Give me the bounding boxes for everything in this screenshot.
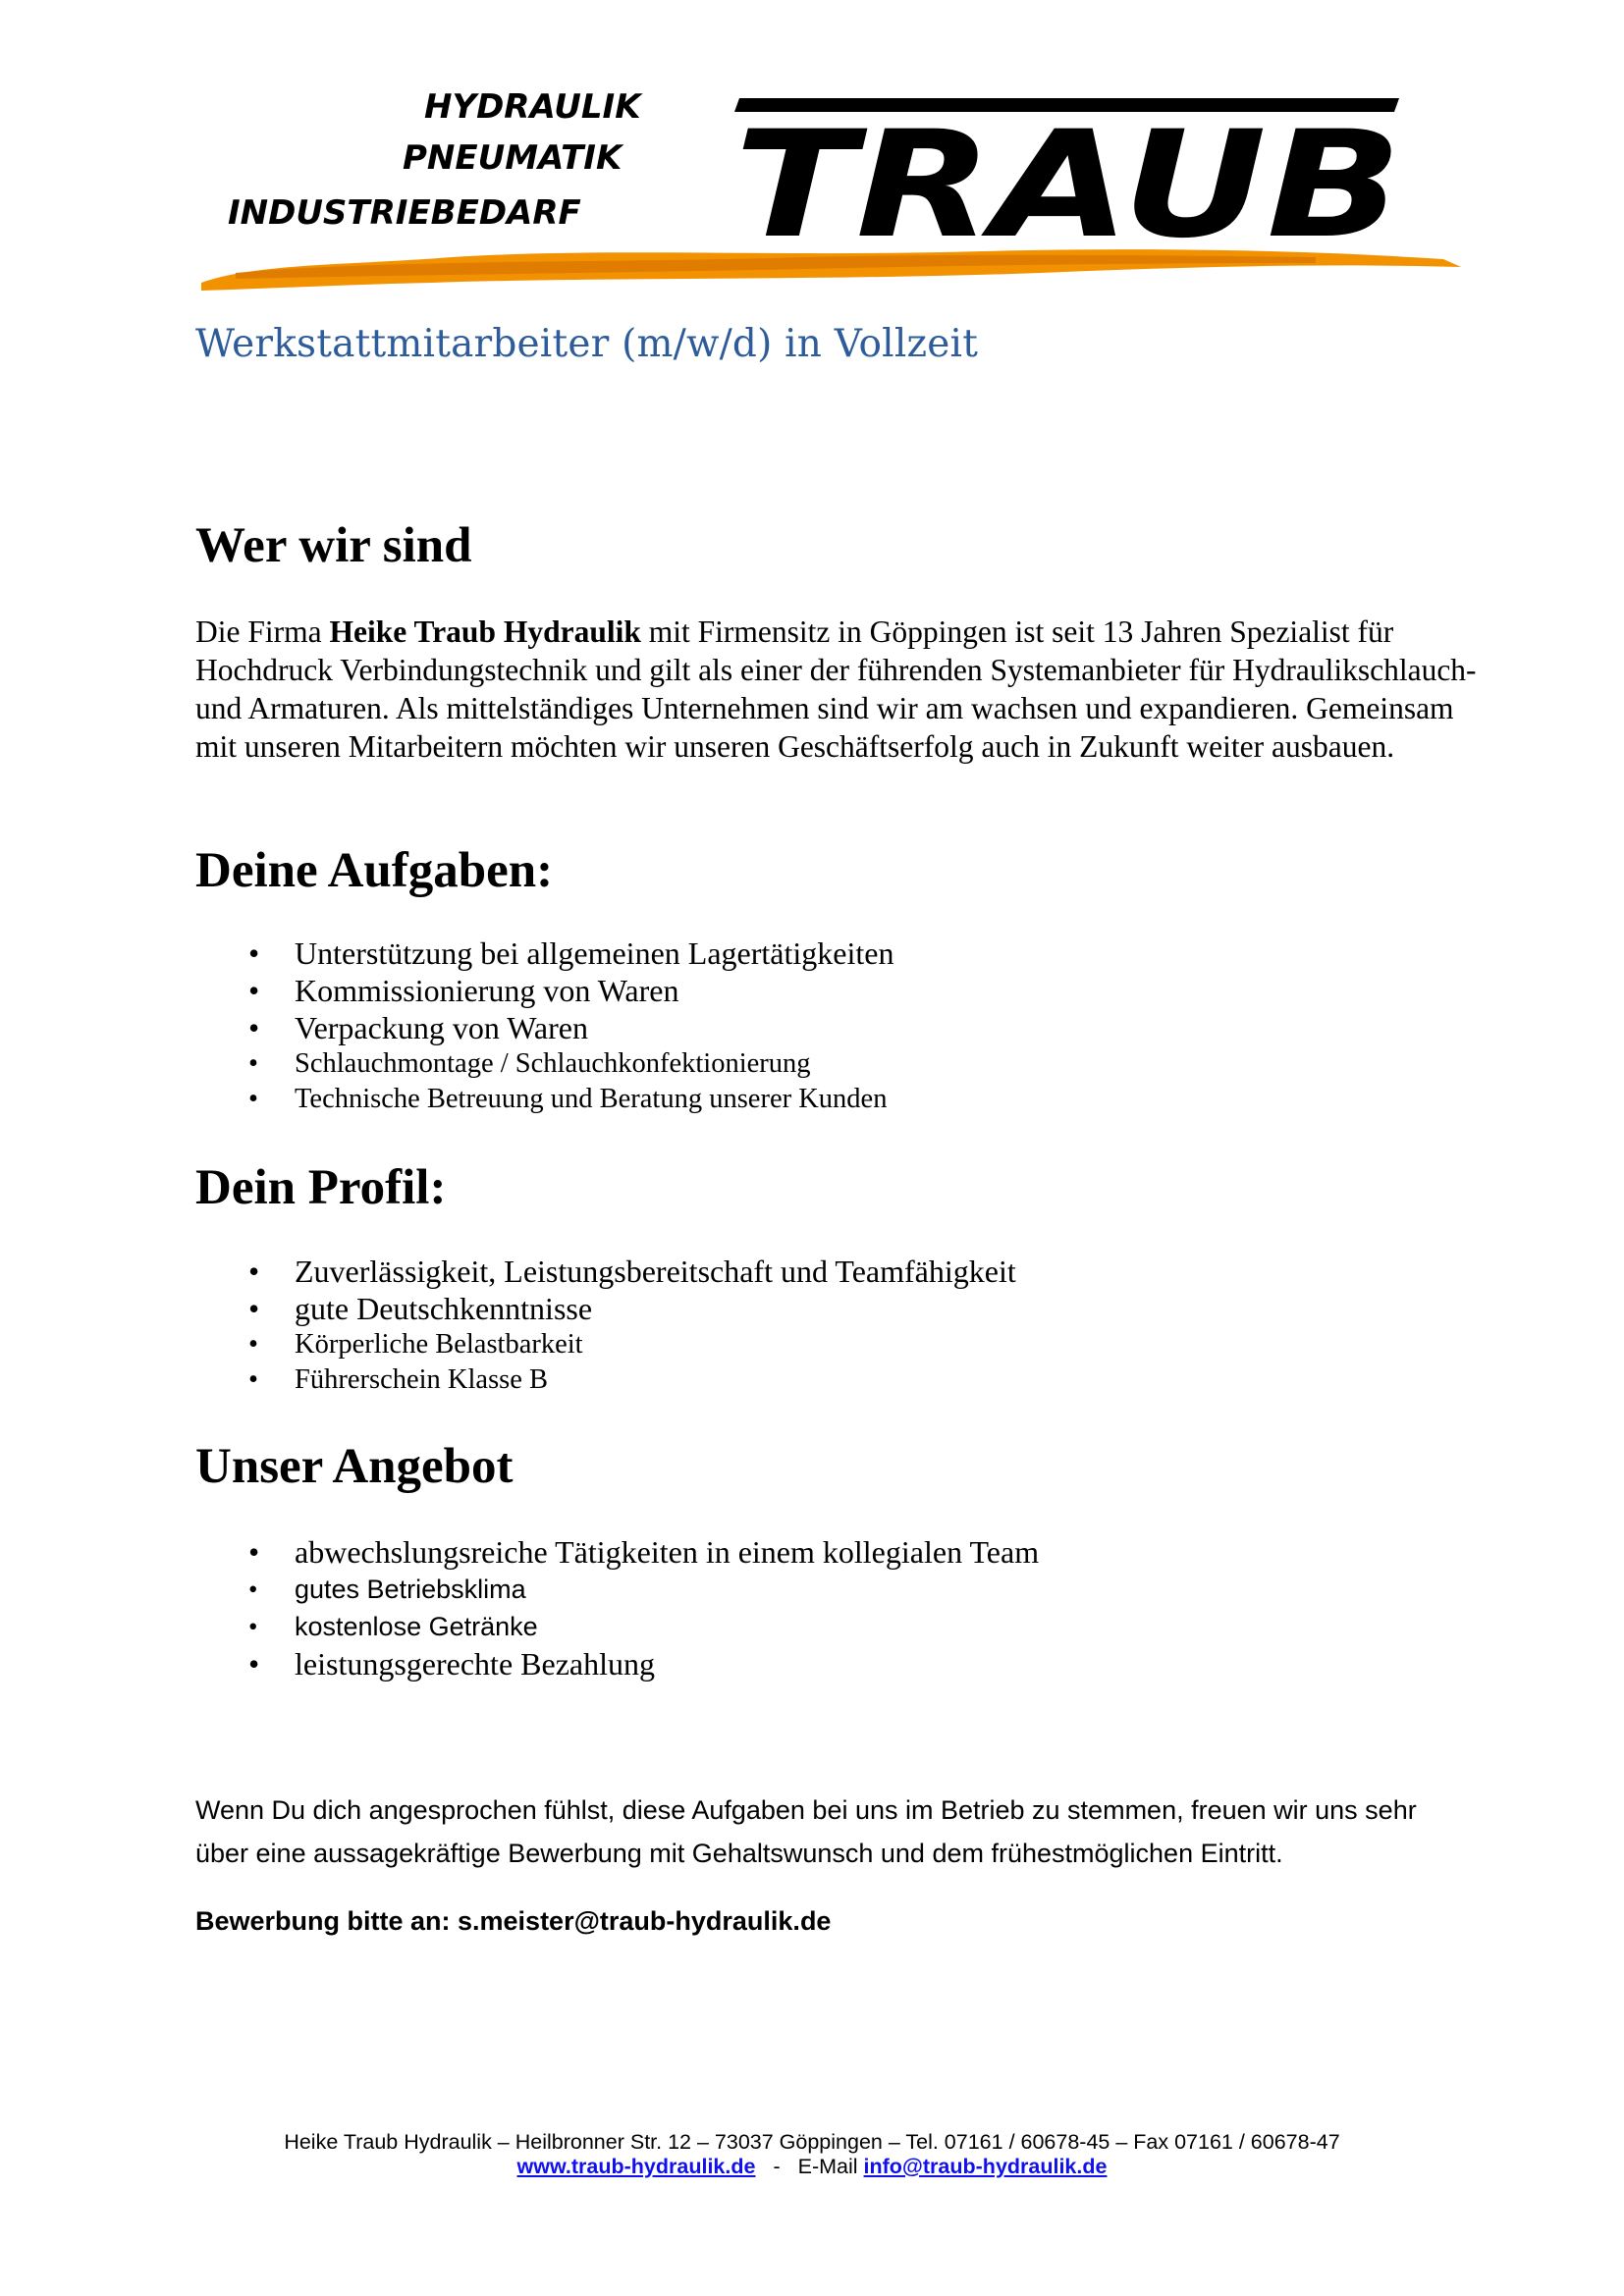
company-intro-paragraph xyxy=(195,613,1491,766)
closing-paragraph: Wenn Du dich angesprochen fühlst, diese Aufgaben bei uns im Betrieb zu stemmen, freuen wir uns sehr über eine aussagekräftige Bewerbung mit Gehaltswunsch und dem frühestmöglichen Eintritt. xyxy=(195,1795,1417,1868)
list-item: • leistungsgerechte Bezahlung xyxy=(195,1645,1039,1682)
list-item: • Körperliche Belastbarkeit xyxy=(195,1327,1016,1362)
website-link[interactable]: www.traub-hydraulik.de xyxy=(516,2155,756,2178)
email-link[interactable]: info@traub-hydraulik.de xyxy=(863,2155,1108,2178)
company-logo xyxy=(196,90,1463,298)
intro-company-name: Heike Traub Hydraulik xyxy=(329,614,641,649)
list-item: • kostenlose Getränke xyxy=(195,1608,1039,1645)
heading-wer-wir-sind: Wer wir sind xyxy=(195,518,472,573)
list-item: • gutes Betriebsklima xyxy=(195,1571,1039,1608)
application-contact: Bewerbung bitte an: s.meister@traub-hydraulik.de xyxy=(195,1906,832,1936)
email-label: E-Mail xyxy=(797,2155,858,2178)
list-item: • Schlauchmontage / Schlauchkonfektionierung xyxy=(195,1046,893,1082)
heading-deine-aufgaben: Deine Aufgaben: xyxy=(195,843,554,898)
logo-line-industriebedarf: INDUSTRIEBEDARF xyxy=(228,193,581,233)
list-item: • Kommissionierung von Waren xyxy=(195,972,893,1009)
intro-text-after: mit Firmensitz in Göppingen ist seit 13 Jahren Spezialist für Hochdruck Verbindungstechnik und gilt als einer der führenden Systemanbieter für Hydraulikschlauch- und Armaturen. Als mittelständiges Unternehmen sind wir am wachsen und expandieren. Gemeinsam mit unseren Mitarbeitern möchten wir unseren Geschäftserfolg auch in Zukunft weiter ausbauen. xyxy=(195,614,1477,764)
intro-text-before: Die Firma xyxy=(195,614,330,649)
footer-links xyxy=(0,2155,1624,2179)
job-title: Werkstattmitarbeiter (m/w/d) in Vollzeit xyxy=(195,322,979,366)
list-item: • Führerschein Klasse B xyxy=(195,1362,1016,1398)
list-item: • Zuverlässigkeit, Leistungsbereitschaft und Teamfähigkeit xyxy=(195,1253,1016,1290)
logo-brand-traub: TRAUB xyxy=(734,100,1402,271)
footer-address: Heike Traub Hydraulik – Heilbronner Str. 12 – 73037 Göppingen – Tel. 07161 / 60678-45 – Fax 07161 / 60678-47 xyxy=(284,2130,1340,2154)
tasks-list xyxy=(195,934,893,1117)
heading-dein-profil: Dein Profil: xyxy=(195,1160,447,1215)
logo-line-pneumatik: PNEUMATIK xyxy=(403,138,623,178)
profile-list xyxy=(195,1253,1016,1398)
list-item: • Unterstützung bei allgemeinen Lagertätigkeiten xyxy=(195,934,893,972)
offer-list xyxy=(195,1533,1039,1682)
logo-line-hydraulik: HYDRAULIK xyxy=(424,90,641,127)
heading-unser-angebot: Unser Angebot xyxy=(195,1439,514,1494)
list-item: • Technische Betreuung und Beratung unserer Kunden xyxy=(195,1082,893,1117)
list-item: • gute Deutschkenntnisse xyxy=(195,1290,1016,1327)
footer xyxy=(0,2130,1624,2179)
footer-separator: - xyxy=(773,2155,781,2178)
list-item: • abwechslungsreiche Tätigkeiten in einem kollegialen Team xyxy=(195,1533,1039,1571)
list-item: • Verpackung von Waren xyxy=(195,1009,893,1046)
